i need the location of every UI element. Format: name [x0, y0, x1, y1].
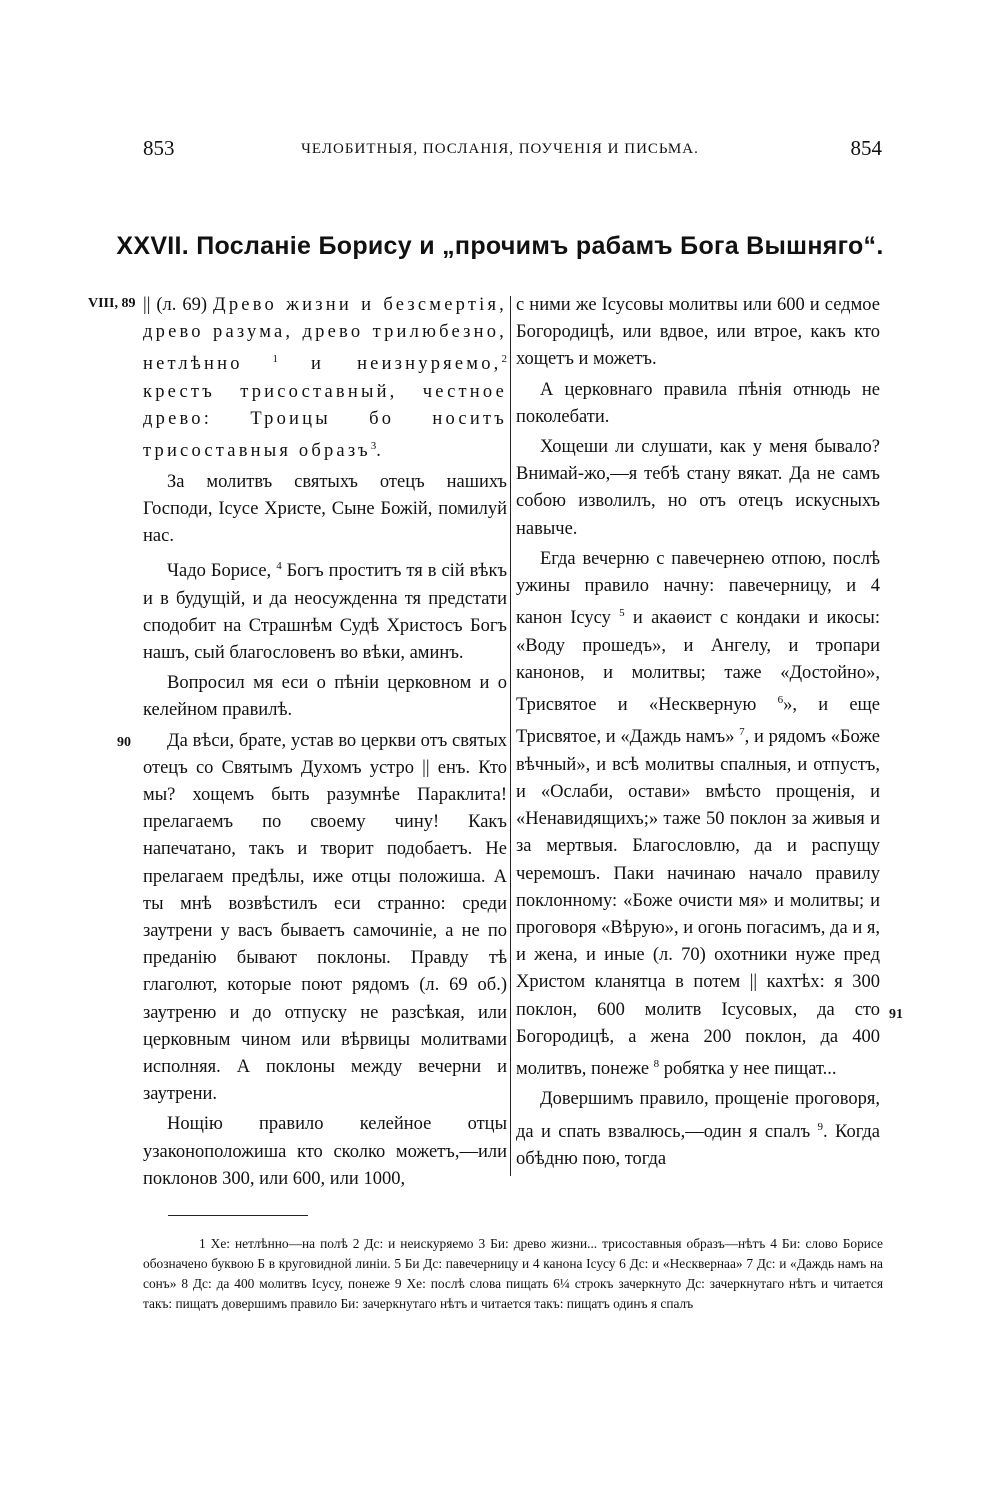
- text-run: и акаѳист с кондаки и икосы: «Воду прошедъ», и Ангелу, и тропари канонов, и молитвы; таже «Достойно», Трисвятое и «Нескверную: [516, 608, 880, 716]
- text-run: .: [376, 441, 381, 462]
- margin-note-90: 90: [117, 735, 131, 750]
- text-run: . Когда обѣдню пою, тогда: [516, 1121, 880, 1169]
- page-number-left: 853: [143, 136, 175, 160]
- paragraph: Нощію правило келейное отцы узаконоположиша кто сколко можетъ,—или поклонов 300, или 600, или 1000,: [143, 1114, 507, 1189]
- footnote-ref: 4: [276, 560, 282, 573]
- paragraph: Хощеши ли слушати, как у меня бывало? Внимай-жо,—я тебѣ стану вякат. Да не самъ собою изволилъ, но отъ отецъ искусныхъ навыче.: [516, 437, 880, 539]
- paragraph: Вопросил мя еси о пѣніи церковном и о келейном правилѣ.: [143, 673, 507, 721]
- footnote-ref: 3: [370, 440, 377, 453]
- footnote-ref: 2: [501, 353, 507, 366]
- footnote-ref: 5: [619, 607, 625, 620]
- margin-note-91: 91: [889, 1007, 903, 1022]
- spaced-text: и неизнуряемо,: [277, 354, 502, 375]
- text-run: , и рядомъ «Боже вѣчный», и всѣ молитвы спалныя, и отпустъ, и «Ослаби, остави» вмѣсто прощенія, и «Ненавидящихъ;» таже 50 поклон за живыя и за мертвыя. Благословлю, да и распущу черемошъ. Паки начинаю начало правилу поклонному: «Боже очисти мя» и молитвы; и проговоря «Вѣрую», и огонь погасимъ, да и я, и жена, и иные (л. 70) охотники нуже пред Христом кланятца в потем || кахтѣх: я 300 поклон, 600 молитв Ісусовых, да сто Богородицѣ, а жена 200 поклон, да 400 молитвъ, понеже: [516, 727, 881, 1080]
- paragraph: А церковнаго правила пѣнія отнюдь не поколебати.: [516, 379, 880, 427]
- spaced-text: Древо жизни и безсмертія, древо разума, древо трилюбезно, нетлѣнно: [143, 295, 507, 375]
- footnote-ref: 7: [739, 726, 745, 739]
- spaced-text: крестъ трисоставный, честное древо: Троицы бо носитъ трисоставныя образъ: [143, 381, 507, 462]
- paragraph: За молитвъ святыхъ отецъ нашихъ Господи, Ісусе Христе, Сыне Божій, помилуй нас.: [143, 471, 507, 546]
- footnote-ref: 1: [272, 353, 278, 366]
- paragraph: [516, 546, 880, 1083]
- page-number-right: 854: [850, 136, 882, 160]
- text-run: », и еще Трисвятое, и «Даждь намъ»: [516, 695, 880, 748]
- paragraph: [516, 1086, 880, 1173]
- paragraph: Да вѣси, брате, устав во церкви отъ святых отецъ со Святымъ Духомъ устро || енъ. Кто мы? хощемъ быть разумнѣе Параклита! прелагаемъ по своему чину! Какъ напечатано, такъ и творит подобаетъ. Не прелагаем предѣлы, иже отцы положиша. А ты мнѣ возвѣстилъ еси странно: среди заутрени у васъ бываетъ самочиніе, а не по преданію бывают поклоны. Правду тѣ глаголют, которые поют рядомъ (л. 69 об.) заутреню и до отпуску не разсѣкая, или церковным чином или вѣрвицы молитвами исполняя. А поклоны между вечерни и заутрени.: [143, 730, 507, 1105]
- footnote-ref: 9: [817, 1120, 824, 1133]
- text-run: Чадо Борисе,: [167, 561, 272, 582]
- text-run: || (л. 69): [143, 295, 214, 315]
- text-run: Егда вечерню с павечернею отпою, послѣ ужины правило начну: павечерницу, и 4 канон Ісусу: [516, 548, 880, 629]
- footnote-ref: 6: [777, 694, 784, 706]
- footnote-text: 1 Хе: нетлѣнно—на полѣ 2 Дс: и неискуряемо 3 Би: древо жизни... трисоставныя образъ—нѣтъ 4 Би: слово Борисе обозначено буквою Б в круговидной линіи. 5 Би Дс: павечерницу и 4 канона Ісусу 6 Дс: и «Несквернаа» 7 Дс: и «Даждь намъ на сонъ» 8 Дс: да 400 молитвъ Ісусу, понеже 9 Хе: послѣ слова пищать 6¼ строкъ зачеркнуто Дс: зачеркнутаго нѣтъ и читается такъ: пищатъ довершимъ правило Би: зачеркнутаго нѣтъ и читается такъ: пищатъ одинъ я спалъ: [143, 1236, 883, 1311]
- right-column: [516, 292, 880, 1176]
- column-divider: [510, 296, 511, 1176]
- paragraph: [143, 292, 507, 466]
- text-run: робятка у нее пищат...: [659, 1059, 837, 1080]
- left-column: [143, 292, 507, 1196]
- running-title: ЧЕЛОБИТНЫЯ, ПОСЛАНІЯ, ПОУЧЕНІЯ И ПИСЬМА.: [301, 141, 699, 157]
- margin-note-viii-89: VIII, 89: [88, 296, 136, 311]
- text-run: Довершимъ правило, прощеніе проговоря, да и спать взвалюсь,—один я спалъ: [516, 1089, 880, 1142]
- footnote-rule: [168, 1215, 308, 1216]
- footnote-ref: 8: [653, 1057, 660, 1070]
- footnotes: [143, 1234, 883, 1314]
- section-title: XXVII. Посланіе Борису и „прочимъ рабамъ Бога Вышняго“.: [116, 232, 884, 260]
- paragraph: с ними же Ісусовы молитвы или 600 и седмое Богородицѣ, или вдвое, или втрое, какъ кто хощетъ и можетъ.: [516, 295, 880, 370]
- text-run: Богъ проститъ тя в сій вѣкъ и в будущій, и да неосужденна тя предстати сподобит на Страшнѣм Судѣ Христосъ Богъ нашъ, сый благословенъ во вѣки, аминъ.: [143, 561, 508, 663]
- paragraph: [143, 553, 507, 667]
